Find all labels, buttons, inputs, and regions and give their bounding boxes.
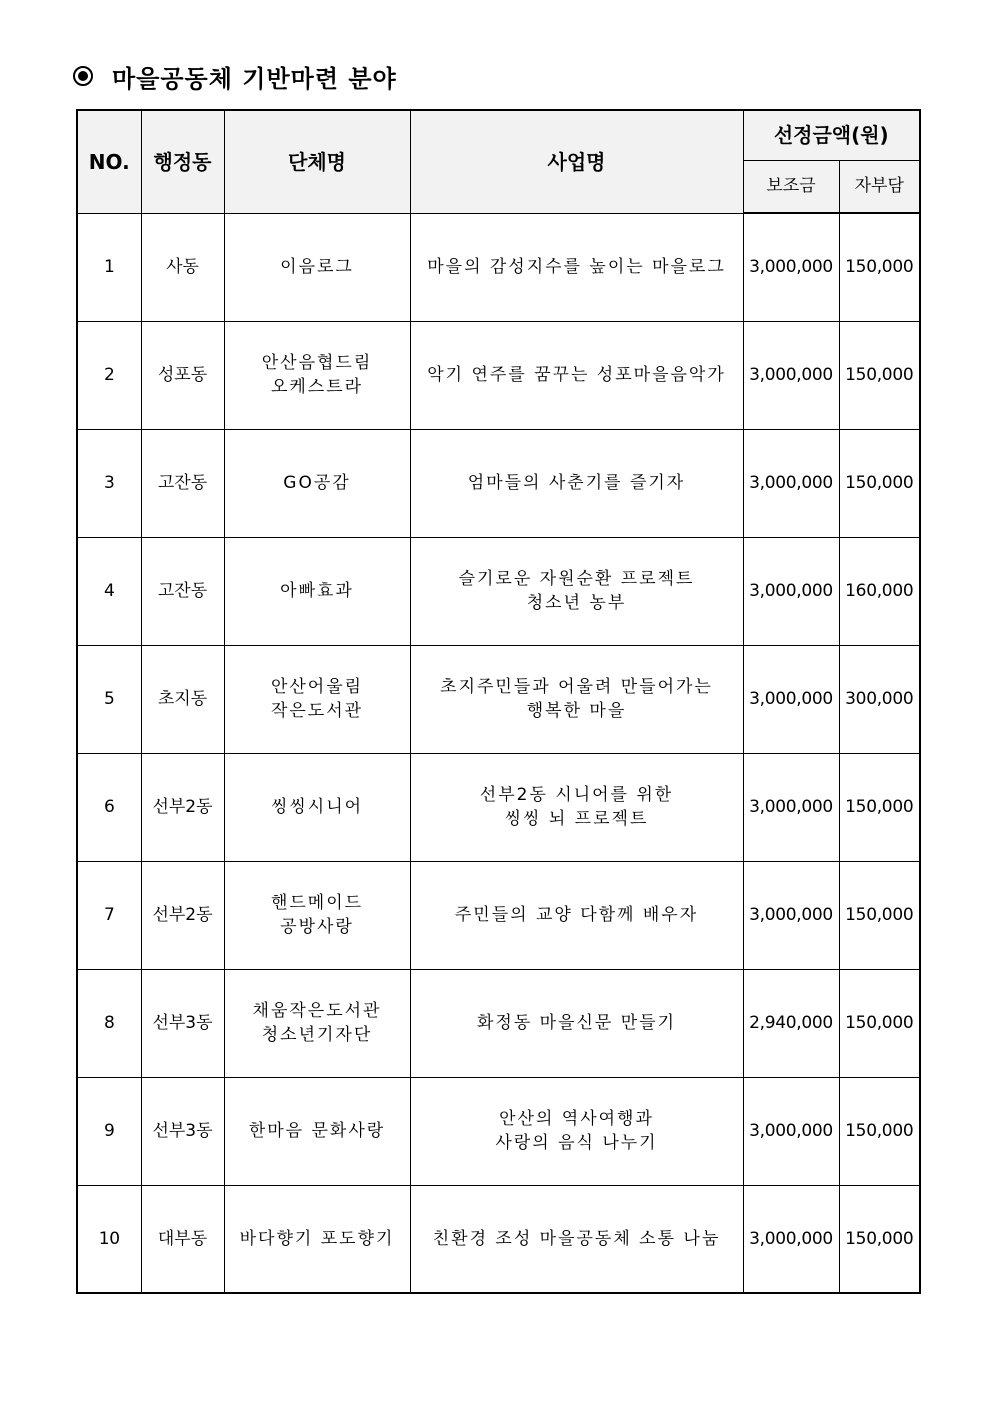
cell-group-line: 핸드메이드 xyxy=(270,893,364,913)
cell-dong: 고잔동 xyxy=(141,429,224,537)
header-project: 사업명 xyxy=(410,110,743,213)
section-title: 마을공동체 기반마련 분야 xyxy=(112,64,397,93)
cell-dong: 성포동 xyxy=(141,321,224,429)
header-group: 단체명 xyxy=(224,110,410,213)
table-row xyxy=(77,1077,920,1185)
cell-project-line: 씽씽 뇌 프로젝트 xyxy=(504,809,649,829)
cell-project-line: 화정동 마을신문 만들기 xyxy=(476,1013,677,1033)
cell-group xyxy=(224,321,410,429)
cell-no: 3 xyxy=(77,429,141,537)
cell-dong: 사동 xyxy=(141,213,224,321)
cell-self: 150,000 xyxy=(839,321,920,429)
cell-project xyxy=(410,861,743,969)
table-row xyxy=(77,1185,920,1293)
cell-self: 150,000 xyxy=(839,1077,920,1185)
cell-self: 150,000 xyxy=(839,969,920,1077)
cell-no: 5 xyxy=(77,645,141,753)
cell-self: 150,000 xyxy=(839,429,920,537)
cell-subsidy: 3,000,000 xyxy=(743,861,839,969)
cell-group-line: 안산음협드림 xyxy=(261,353,373,373)
cell-subsidy: 3,000,000 xyxy=(743,1077,839,1185)
circled-dot-icon xyxy=(72,65,94,87)
cell-self: 150,000 xyxy=(839,861,920,969)
cell-no: 2 xyxy=(77,321,141,429)
cell-dong: 선부3동 xyxy=(141,1077,224,1185)
cell-project-line: 친환경 조성 마을공동체 소통 나눔 xyxy=(432,1228,721,1249)
cell-group xyxy=(224,645,410,753)
cell-project xyxy=(410,429,743,537)
cell-subsidy: 3,000,000 xyxy=(743,537,839,645)
cell-subsidy: 3,000,000 xyxy=(743,1185,839,1293)
project-table xyxy=(76,109,921,1294)
cell-project-line: 악기 연주를 꿈꾸는 성포마을음악가 xyxy=(427,365,726,385)
header-no: NO. xyxy=(77,110,141,213)
cell-dong: 선부2동 xyxy=(141,861,224,969)
cell-project xyxy=(410,753,743,861)
cell-group-line: 공방사랑 xyxy=(280,917,354,937)
table-row xyxy=(77,537,920,645)
cell-dong: 선부2동 xyxy=(141,753,224,861)
table-row xyxy=(77,645,920,753)
cell-project-line: 주민들의 교양 다함께 배우자 xyxy=(454,905,699,925)
cell-no: 6 xyxy=(77,753,141,861)
header-self: 자부담 xyxy=(839,160,920,213)
cell-project-line: 엄마들의 사춘기를 즐기자 xyxy=(467,473,686,493)
cell-self: 150,000 xyxy=(839,753,920,861)
cell-group-line: 청소년기자단 xyxy=(261,1025,373,1045)
cell-project-line: 마을의 감성지수를 높이는 마을로그 xyxy=(427,257,726,277)
cell-project-line: 청소년 농부 xyxy=(526,593,627,613)
cell-group-line: 작은도서관 xyxy=(270,701,364,721)
cell-dong: 선부3동 xyxy=(141,969,224,1077)
cell-group xyxy=(224,429,410,537)
cell-dong: 대부동 xyxy=(141,1185,224,1293)
cell-project-line: 선부2동 시니어를 위한 xyxy=(479,785,674,805)
cell-group xyxy=(224,753,410,861)
cell-project xyxy=(410,1077,743,1185)
table-row xyxy=(77,861,920,969)
cell-subsidy: 3,000,000 xyxy=(743,213,839,321)
header-dong: 행정동 xyxy=(141,110,224,213)
cell-group-line: 아빠효과 xyxy=(280,581,354,601)
cell-self: 150,000 xyxy=(839,1185,920,1293)
table-row xyxy=(77,321,920,429)
table-row xyxy=(77,213,920,321)
cell-group xyxy=(224,1077,410,1185)
cell-dong: 초지동 xyxy=(141,645,224,753)
cell-no: 7 xyxy=(77,861,141,969)
cell-group-line: 오케스트라 xyxy=(270,377,364,397)
cell-group xyxy=(224,1185,410,1293)
cell-group xyxy=(224,861,410,969)
cell-no: 1 xyxy=(77,213,141,321)
cell-subsidy: 2,940,000 xyxy=(743,969,839,1077)
cell-group-line: 채움작은도서관 xyxy=(252,1001,382,1021)
table-body xyxy=(77,213,920,1293)
cell-no: 10 xyxy=(77,1185,141,1293)
cell-project-line: 사랑의 음식 나누기 xyxy=(495,1133,658,1153)
cell-project xyxy=(410,213,743,321)
cell-group xyxy=(224,213,410,321)
cell-project xyxy=(410,321,743,429)
cell-group-line: 한마음 문화사랑 xyxy=(248,1121,386,1141)
cell-project xyxy=(410,969,743,1077)
cell-project xyxy=(410,645,743,753)
cell-group xyxy=(224,537,410,645)
header-amount: 선정금액(원) xyxy=(743,110,920,160)
table-row xyxy=(77,969,920,1077)
cell-subsidy: 3,000,000 xyxy=(743,429,839,537)
cell-no: 9 xyxy=(77,1077,141,1185)
cell-group-line: 씽씽시니어 xyxy=(270,797,364,817)
cell-group-line: 이음로그 xyxy=(280,257,354,277)
cell-self: 300,000 xyxy=(839,645,920,753)
table-row xyxy=(77,753,920,861)
cell-group-line: GO공감 xyxy=(283,473,351,493)
cell-subsidy: 3,000,000 xyxy=(743,753,839,861)
cell-subsidy: 3,000,000 xyxy=(743,321,839,429)
cell-no: 8 xyxy=(77,969,141,1077)
cell-project xyxy=(410,537,743,645)
cell-group xyxy=(224,969,410,1077)
cell-group-line: 바다향기 포도향기 xyxy=(239,1228,395,1249)
cell-project-line: 행복한 마을 xyxy=(526,701,627,721)
cell-project xyxy=(410,1185,743,1293)
cell-self: 150,000 xyxy=(839,213,920,321)
cell-project-line: 초지주민들과 어울려 만들어가는 xyxy=(440,677,713,697)
cell-dong: 고잔동 xyxy=(141,537,224,645)
cell-project-line: 슬기로운 자원순환 프로젝트 xyxy=(458,569,695,589)
cell-no: 4 xyxy=(77,537,141,645)
header-subsidy: 보조금 xyxy=(743,160,839,213)
cell-subsidy: 3,000,000 xyxy=(743,645,839,753)
cell-project-line: 안산의 역사여행과 xyxy=(499,1109,654,1129)
table-row xyxy=(77,429,920,537)
cell-group-line: 안산어울림 xyxy=(270,677,364,697)
section-heading xyxy=(72,58,397,94)
cell-self: 160,000 xyxy=(839,537,920,645)
